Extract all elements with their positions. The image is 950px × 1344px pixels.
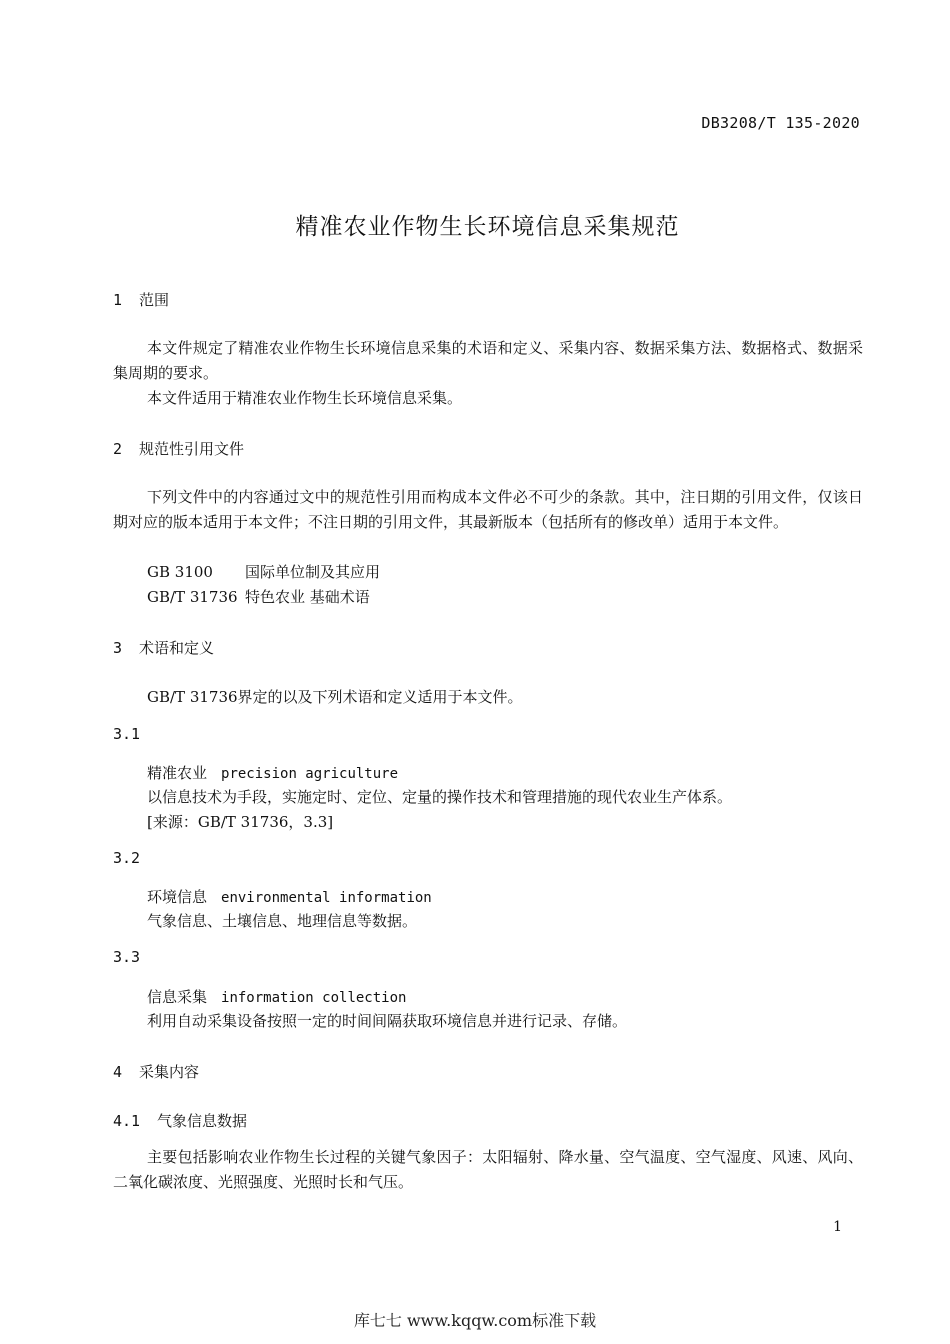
subsection-heading-4-1 xyxy=(113,1110,247,1131)
section-number: 3 xyxy=(113,639,123,657)
paragraph: 主要包括影响农业作物生长过程的关键气象因子：太阳辐射、降水量、空气温度、空气湿度、风速、风向、二氧化碳浓度、光照强度、光照时长和气压。 xyxy=(113,1148,863,1191)
term-en: precision agriculture xyxy=(221,766,399,782)
term-en: environmental information xyxy=(221,890,432,906)
section-title: 术语和定义 xyxy=(139,639,215,657)
section-heading-2 xyxy=(113,438,244,459)
term-number: 3.2 xyxy=(113,849,141,867)
reference-item xyxy=(147,586,370,607)
term-en: information collection xyxy=(221,990,407,1006)
term-source: [来源：GB/T 31736，3.3] xyxy=(147,813,334,831)
section-heading-1 xyxy=(113,289,169,310)
term-definition: 以信息技术为手段，实施定时、定位、定量的操作技术和管理措施的现代农业生产体系。 xyxy=(147,788,733,806)
section-number: 1 xyxy=(113,291,123,309)
subsection-number: 4.1 xyxy=(113,1112,141,1130)
term-zh: 环境信息 xyxy=(147,888,208,906)
reference-code: GB 3100 xyxy=(147,563,213,581)
reference-name: 特色农业 基础术语 xyxy=(245,588,370,606)
paragraph: 下列文件中的内容通过文中的规范性引用而构成本文件必不可少的条款。其中，注日期的引用文件，仅该日期对应的版本适用于本文件；不注日期的引用文件，其最新版本（包括所有的修改单）适用于本文件。 xyxy=(113,488,863,531)
footer-watermark: 库七七 www.kqqw.com标准下载 xyxy=(353,1311,597,1330)
subsection-title: 气象信息数据 xyxy=(157,1112,248,1130)
section-title: 范围 xyxy=(139,291,170,309)
paragraph: GB/T 31736界定的以及下列术语和定义适用于本文件。 xyxy=(147,688,523,706)
section-heading-4 xyxy=(113,1061,199,1082)
term-number: 3.1 xyxy=(113,725,141,743)
reference-item xyxy=(147,561,380,582)
section-title: 规范性引用文件 xyxy=(139,440,245,458)
term-number: 3.3 xyxy=(113,948,141,966)
paragraph: 本文件规定了精准农业作物生长环境信息采集的术语和定义、采集内容、数据采集方法、数据格式、数据采集周期的要求。 xyxy=(113,339,863,382)
term-entry xyxy=(147,986,406,1007)
section-heading-3 xyxy=(113,637,214,658)
term-entry xyxy=(147,762,398,783)
term-definition: 气象信息、土壤信息、地理信息等数据。 xyxy=(147,912,418,930)
term-definition: 利用自动采集设备按照一定的时间间隔获取环境信息并进行记录、存储。 xyxy=(147,1012,628,1030)
term-zh: 精准农业 xyxy=(147,764,208,782)
section-number: 4 xyxy=(113,1063,123,1081)
document-title: 精准农业作物生长环境信息采集规范 xyxy=(295,214,680,240)
section-title: 采集内容 xyxy=(139,1063,200,1081)
section-number: 2 xyxy=(113,440,123,458)
document-code: DB3208/T 135-2020 xyxy=(701,114,860,132)
term-zh: 信息采集 xyxy=(147,988,208,1006)
reference-name: 国际单位制及其应用 xyxy=(245,563,381,581)
term-entry xyxy=(147,886,432,907)
page-number: 1 xyxy=(833,1219,842,1235)
reference-code: GB/T 31736 xyxy=(147,588,238,606)
paragraph: 本文件适用于精准农业作物生长环境信息采集。 xyxy=(147,389,463,407)
